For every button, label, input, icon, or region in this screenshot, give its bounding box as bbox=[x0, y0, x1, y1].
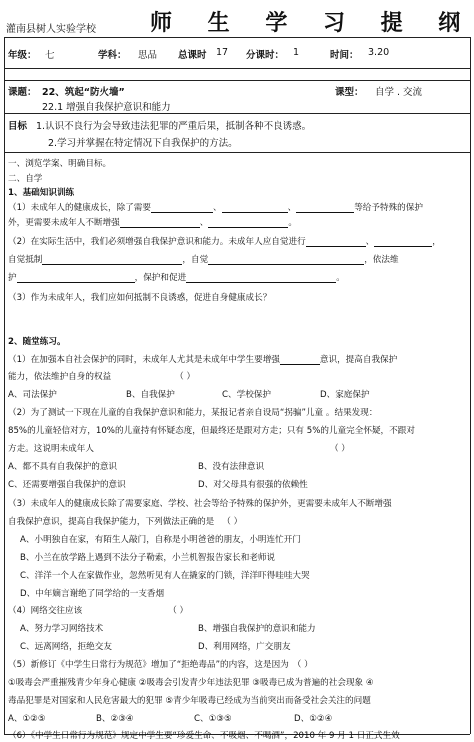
subsection-heading: 2、随堂练习。 bbox=[8, 337, 66, 347]
topic-label: 课题： bbox=[8, 87, 37, 98]
option-b[interactable]: B、小兰在放学路上遇到不法分子勒索，小兰机智报告家长和老师说 bbox=[20, 553, 276, 563]
answer-blank[interactable] bbox=[374, 236, 432, 247]
question-line: 能力，依法维护自身的权益 （ ） bbox=[8, 372, 196, 382]
question-line: ①吸毒会严重摧残青少年身心健康 ②吸毒会引发青少年违法犯罪 ③吸毒已成为普遍的社会现象 ④ bbox=[8, 678, 374, 688]
option-d[interactable]: D、①②④ bbox=[294, 714, 333, 724]
subject-label: 学科： bbox=[98, 50, 127, 61]
goals-label: 目标 bbox=[8, 121, 28, 132]
option-a[interactable]: A、小明独自在家，有陌生人敲门，自称是小明爸爸的朋友，小明连忙开门 bbox=[20, 535, 301, 545]
lesson-split-value: 1 bbox=[293, 47, 300, 58]
question-line: （2）为了测试一下现在儿童的自我保护意识和能力，某报记者亲自设局“拐骗”儿童 。结果发现： bbox=[8, 408, 378, 418]
option-a[interactable]: A、努力学习网络技术 bbox=[20, 624, 104, 634]
grade-label: 年级： bbox=[8, 50, 37, 61]
page-title: 师 生 学 习 提 纲 bbox=[150, 10, 474, 36]
question-line: （1）未成年人的健康成长，除了需要 、 、 等给予特殊的保护 bbox=[8, 203, 423, 213]
divider bbox=[4, 37, 470, 38]
option-a[interactable]: A、司法保护 bbox=[8, 390, 57, 400]
answer-blank[interactable] bbox=[222, 202, 288, 213]
answer-blank[interactable] bbox=[120, 217, 200, 228]
divider bbox=[4, 113, 470, 114]
answer-blank[interactable] bbox=[208, 217, 288, 228]
answer-blank[interactable] bbox=[151, 202, 213, 213]
question-line: （4）网络交往应该 （ ） bbox=[8, 606, 189, 616]
time-value: 3.20 bbox=[368, 47, 390, 58]
section-heading: 一、浏览学案、明确目标。 bbox=[8, 159, 112, 169]
question-line: 护 ，保护和促进 。 bbox=[8, 273, 345, 283]
question-line: 毒品犯罪是对国家和人民危害最大的犯罪 ⑤青少年吸毒已经成为当前突出而备受社会关注的问题 bbox=[8, 696, 371, 706]
answer-blank[interactable] bbox=[17, 272, 135, 283]
divider bbox=[4, 80, 470, 81]
question-line: 85%的儿童轻信对方，10%的儿童持有怀疑态度，但最终还是跟对方走；只有 5%的儿童完全怀疑，不跟对 bbox=[8, 426, 415, 436]
question-line: 自我保护意识，提高自我保护能力，下列做法正确的是 （ ） bbox=[8, 517, 243, 527]
question-line: （3）未成年人的健康成长除了需要家庭、学校、社会等给予特殊的保护外，更需要未成年人不断增强 bbox=[8, 499, 392, 509]
goal-2: 2.学习并掌握在特定情况下自我保护的方法。 bbox=[48, 138, 238, 149]
option-a[interactable]: A、①②⑤ bbox=[8, 714, 46, 724]
lesson-split-label: 分课时： bbox=[246, 50, 285, 61]
question-line: （2）在实际生活中，我们必须增强自我保护意识和能力。未成年人应自觉进行 、 ， bbox=[8, 237, 441, 247]
question-line: （1）在加强本自社会保护的同时，未成年人尤其是未成年中学生要增强 意识，提高自我保护 bbox=[8, 355, 398, 365]
school-name: 灌南县树人实验学校 bbox=[6, 24, 96, 35]
subtopic: 22.1 增强自我保护意识和能力 bbox=[42, 102, 171, 113]
answer-blank[interactable] bbox=[296, 202, 354, 213]
answer-blank[interactable] bbox=[306, 236, 366, 247]
option-b[interactable]: B、②③④ bbox=[96, 714, 134, 724]
divider bbox=[4, 152, 470, 153]
question-line: （3）作为未成年人，我们应如何抵制不良诱惑，促进自身健康成长？ bbox=[8, 293, 272, 303]
subject-value: 思品 bbox=[138, 50, 158, 61]
question-line: 方走。这说明未成年人 （ ） bbox=[8, 444, 350, 454]
option-c[interactable]: C、学校保护 bbox=[222, 390, 271, 400]
section-heading: 二、自学 bbox=[8, 174, 43, 184]
option-a[interactable]: A、都不具有自我保护的意识 bbox=[8, 462, 118, 472]
option-d[interactable]: D、对父母具有很强的依赖性 bbox=[198, 480, 308, 490]
divider bbox=[4, 68, 470, 69]
option-b[interactable]: B、自我保护 bbox=[126, 390, 175, 400]
option-d[interactable]: D、利用网络，广交朋友 bbox=[198, 642, 291, 652]
question-line: （5）新修订《中学生日常行为规范》增加了“拒绝毒品”的内容，这是因为 （ ） bbox=[8, 660, 313, 670]
option-d[interactable]: D、家庭保护 bbox=[320, 390, 370, 400]
divider bbox=[470, 37, 471, 734]
divider bbox=[4, 37, 5, 734]
answer-blank[interactable] bbox=[280, 354, 320, 365]
total-lessons-value: 17 bbox=[216, 47, 229, 58]
question-line: 外，更需要未成年人不断增强 、 。 bbox=[8, 218, 297, 228]
option-c[interactable]: C、洋洋一个人在家做作业，忽然听见有人在撬家的门锁，洋洋吓得哇哇大哭 bbox=[20, 571, 310, 581]
answer-blank[interactable] bbox=[42, 254, 182, 265]
type-label: 课型： bbox=[335, 87, 364, 98]
answer-blank[interactable] bbox=[208, 254, 364, 265]
subsection-heading: 1、基础知识训练 bbox=[8, 188, 75, 198]
option-b[interactable]: B、没有法律意识 bbox=[198, 462, 265, 472]
total-lessons-label: 总课时 bbox=[178, 50, 207, 61]
grade-value: 七 bbox=[45, 50, 55, 61]
type-value: 自学 . 交流 bbox=[375, 87, 423, 98]
option-b[interactable]: B、增强自我保护的意识和能力 bbox=[198, 624, 316, 634]
option-c[interactable]: C、还需要增强自我保护的意识 bbox=[8, 480, 126, 490]
question-line: （6）《中学生日常行为规范》规定中学生要“珍爱生命、不吸烟、不喝酒”，2010 年 9 月 1 日正式生效 bbox=[8, 731, 400, 741]
option-d[interactable]: D、中年嫡言谢绝了同学给的一支香烟 bbox=[20, 589, 165, 599]
topic-value: 22、筑起“防火墙” bbox=[42, 87, 125, 98]
question-line: 自觉抵制 ，自觉 ，依法维 bbox=[8, 255, 399, 265]
answer-blank[interactable] bbox=[186, 272, 336, 283]
goal-1: 1.认识不良行为会导致违法犯罪的严重后果，抵制各种不良诱惑。 bbox=[36, 121, 312, 132]
option-c[interactable]: C、①③⑤ bbox=[194, 714, 232, 724]
time-label: 时间： bbox=[330, 50, 359, 61]
option-c[interactable]: C、远离网络，拒绝交友 bbox=[20, 642, 112, 652]
